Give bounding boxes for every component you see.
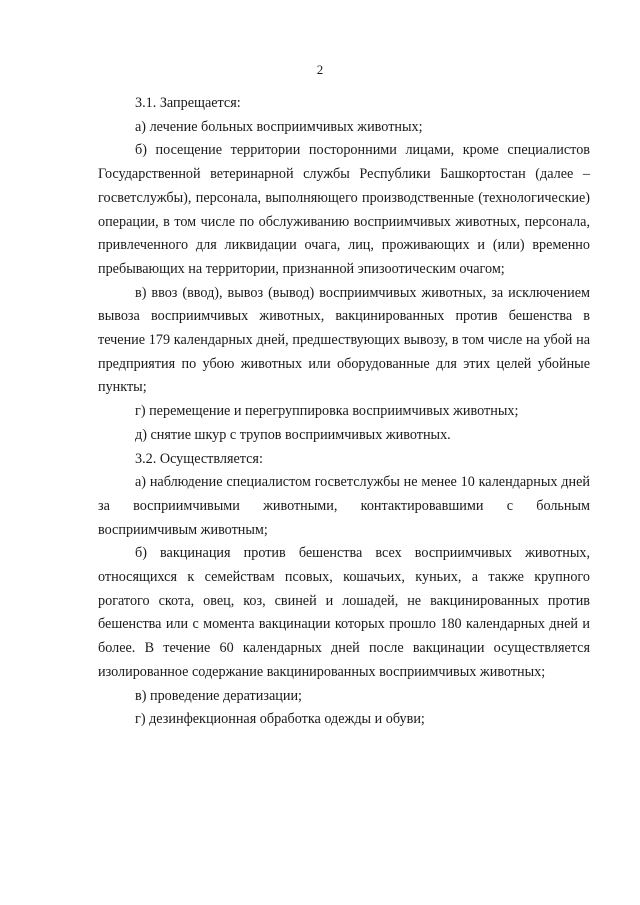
list-item-3-1-b: б) посещение территории посторонними лицами, кроме специалистов Государственной ветеринарной службы Республики Башкортостан (далее – госветслужбы), персонала, выполняющего производственные (технологические) операции, в том числе по обслуживанию восприимчивых животных, персонала, привлеченного для ликвидации очага, лиц, проживающих и (или) временно пребывающих на территории, признанной эпизоотическим очагом; [98,142,590,277]
page-number: 2 [316,62,324,77]
list-item-3-2-a: а) наблюдение специалистом госветслужбы не менее 10 календарных дней за восприимчивыми животными, контактировавшими с больным восприимчивым животным; [98,474,590,538]
list-item-3-1-d: д) снятие шкур с трупов восприимчивых животных. [135,426,451,443]
section-heading-3-2: 3.2. Осуществляется: [135,450,263,467]
list-item-3-1-g: г) перемещение и перегруппировка восприимчивых животных; [135,403,519,420]
list-item-3-2-b: б) вакцинация против бешенства всех восприимчивых животных, относящихся к семействам псовых, кошачьих, куньих, а также крупного рогатого скота, овец, коз, свиней и лошадей, не вакцинированных против бешенства или с момента вакцинации которых прошло 180 календарных дней и более. В течение 60 календарных дней после вакцинации осуществляется изолированное содержание вакцинированных восприимчивых животных; [98,545,590,680]
list-item-3-1-a: а) лечение больных восприимчивых животных; [135,118,423,135]
list-item-3-1-v: в) ввоз (ввод), вывоз (вывод) восприимчивых животных, за исключением вывоза восприимчивых животных, вакцинированных против бешенства в течение 179 календарных дней, предшествующих вывозу, в том числе на убой на предприятия по убою животных или оборудованные для этих целей убойные пункты; [98,284,590,396]
document-body [98,92,590,732]
list-item-3-2-g: г) дезинфекционная обработка одежды и обуви; [135,711,425,728]
list-item-3-2-v: в) проведение дератизации; [135,687,302,704]
section-heading-3-1: 3.1. Запрещается: [135,95,241,111]
